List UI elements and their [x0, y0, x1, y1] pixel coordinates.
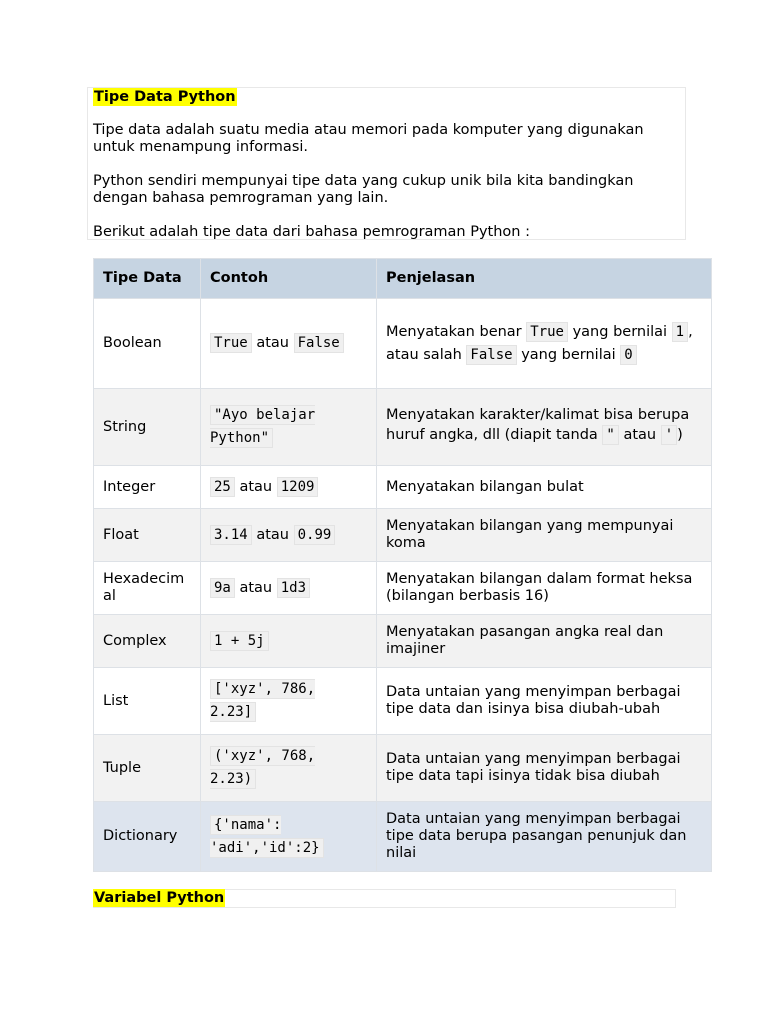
intro-paragraph-3: Berikut adalah tipe data dari bahasa pemrograman Python : [93, 224, 530, 240]
example-cell [201, 389, 377, 466]
example-cell [201, 668, 377, 735]
section-heading: Tipe Data Python [94, 89, 236, 105]
description-cell [377, 299, 712, 389]
example-code: 1d3 [277, 578, 310, 598]
description-text: yang bernilai [572, 323, 668, 340]
description-text: atau [623, 427, 657, 443]
table-row [94, 389, 712, 466]
inline-code: True [526, 322, 568, 342]
description-text: yang bernilai [521, 346, 616, 363]
table-row [94, 466, 712, 509]
description-cell: Menyatakan pasangan angka real dan imajiner [377, 615, 712, 668]
example-cell [201, 615, 377, 668]
example-cell [201, 509, 377, 562]
connector-text: atau [239, 478, 273, 495]
description-cell [377, 389, 712, 466]
description-text: Menyatakan karakter/kalimat bisa berupa huruf angka, dll (diapit tanda [386, 407, 690, 443]
type-cell: List [94, 668, 201, 735]
example-code: 1209 [277, 477, 319, 497]
example-cell [201, 735, 377, 802]
table-row [94, 802, 712, 872]
table-header-row [94, 259, 712, 299]
example-code: {'nama': 'adi','id':2} [210, 815, 324, 858]
table-row [94, 668, 712, 735]
description-cell: Data untaian yang menyimpan berbagai tipe data tapi isinya tidak bisa diubah [377, 735, 712, 802]
table-row [94, 509, 712, 562]
inline-code: 1 [672, 322, 688, 342]
example-code: ['xyz', 786, 2.23] [210, 681, 316, 720]
type-cell: Tuple [94, 735, 201, 802]
inline-code: " [602, 425, 618, 445]
table-row [94, 562, 712, 615]
connector-text: atau [256, 526, 289, 543]
description-cell: Data untaian yang menyimpan berbagai tipe data berupa pasangan penunjuk dan nilai [377, 802, 712, 872]
column-header: Contoh [201, 259, 377, 299]
example-cell [201, 299, 377, 389]
type-cell: Float [94, 509, 201, 562]
intro-box [87, 87, 686, 240]
table-row [94, 615, 712, 668]
data-type-table [93, 258, 712, 872]
inline-code: False [466, 345, 516, 365]
connector-text: atau [256, 335, 289, 351]
description-text: , atau salah [386, 323, 693, 363]
intro-paragraph-1: Tipe data adalah suatu media atau memori pada komputer yang digunakan untuk menampung informasi. [93, 122, 644, 155]
example-cell [201, 802, 377, 872]
table-row [94, 299, 712, 389]
description-cell: Data untaian yang menyimpan berbagai tipe data dan isinya bisa diubah-ubah [377, 668, 712, 735]
example-code: 25 [210, 477, 235, 497]
type-cell: Integer [94, 466, 201, 509]
example-code: 1 + 5j [210, 631, 269, 651]
description-text: ) [677, 427, 683, 443]
inline-code: ' [661, 425, 677, 445]
type-cell: Hexadecimal [94, 562, 201, 615]
description-cell: Menyatakan bilangan yang mempunyai koma [377, 509, 712, 562]
example-code: False [294, 333, 344, 353]
column-header: Penjelasan [377, 259, 712, 299]
type-cell: Complex [94, 615, 201, 668]
connector-text: atau [239, 579, 273, 596]
example-code: True [210, 333, 252, 353]
example-cell [201, 562, 377, 615]
table-row [94, 735, 712, 802]
type-cell: Boolean [94, 299, 201, 389]
description-text: Menyatakan benar [386, 323, 522, 340]
section-heading-2: Variabel Python [94, 890, 225, 906]
inline-code: 0 [620, 345, 636, 365]
example-cell [201, 466, 377, 509]
description-cell: Menyatakan bilangan bulat [377, 466, 712, 509]
type-cell: Dictionary [94, 802, 201, 872]
example-code: 9a [210, 578, 235, 598]
example-code: "Ayo belajar Python" [210, 407, 316, 446]
example-code: 3.14 [210, 525, 252, 545]
intro-paragraph-2: Python sendiri mempunyai tipe data yang cukup unik bila kita bandingkan dengan bahasa pemrograman yang lain. [93, 173, 634, 206]
example-code: 0.99 [294, 525, 336, 545]
description-cell: Menyatakan bilangan dalam format heksa (bilangan berbasis 16) [377, 562, 712, 615]
column-header: Tipe Data [94, 259, 201, 299]
example-code: ('xyz', 768, 2.23) [210, 748, 316, 787]
type-cell: String [94, 389, 201, 466]
